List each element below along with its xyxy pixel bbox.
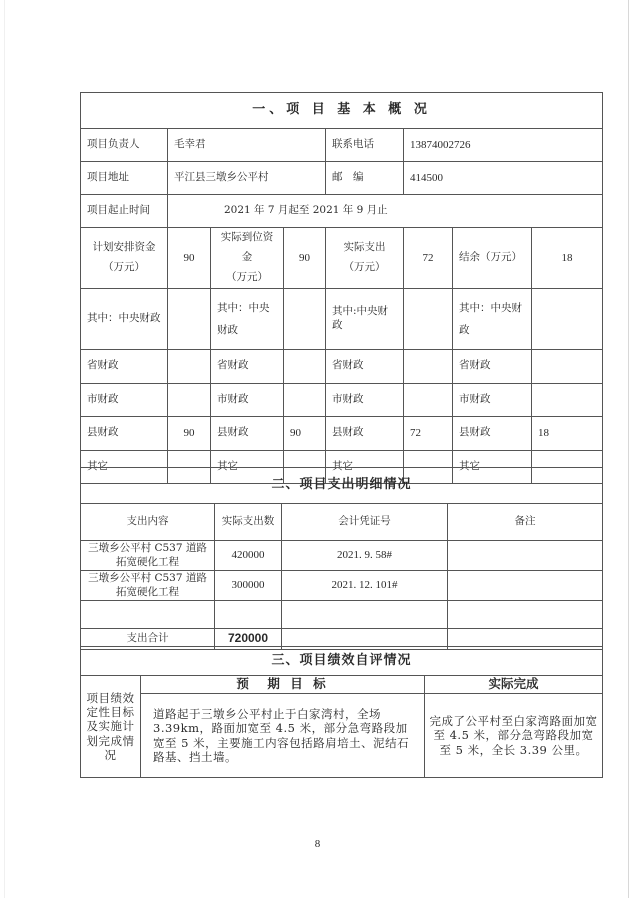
- period-value: 2021 年 7 月起至 2021 年 9 月止: [168, 195, 603, 228]
- city-value-2: [284, 383, 326, 416]
- central-label-2: 其中：中央财政: [211, 288, 284, 349]
- manager-label: 项目负责人: [81, 129, 168, 162]
- city-label-2: 市财政: [211, 383, 284, 416]
- page-number: 8: [314, 838, 321, 850]
- total-label: 支出合计: [81, 629, 215, 650]
- page-edge-right: [628, 0, 629, 898]
- expense-amount: 300000: [215, 571, 282, 601]
- province-value-1: [168, 349, 211, 383]
- county-value-3: 72: [404, 416, 453, 450]
- section2-title: 二、项目支出明细情况: [81, 468, 603, 504]
- total-value: 720000: [215, 629, 282, 650]
- performance-table: [80, 646, 603, 778]
- province-value-2: [284, 349, 326, 383]
- col-header-content: 支出内容: [81, 504, 215, 541]
- county-label-4: 县财政: [453, 416, 532, 450]
- address-label: 项目地址: [81, 162, 168, 195]
- province-label-3: 省财政: [326, 349, 404, 383]
- county-value-4: 18: [532, 416, 603, 450]
- expense-voucher: [282, 601, 448, 629]
- received-funds-label: 实际到位资金 （万元）: [211, 228, 284, 289]
- actual-expense-value: 72: [404, 228, 453, 289]
- col-header-note: 备注: [448, 504, 603, 541]
- county-label-1: 县财政: [81, 416, 168, 450]
- central-value-4: [532, 288, 603, 349]
- address-value: 平江县三墩乡公平村: [168, 162, 326, 195]
- received-funds-value: 90: [284, 228, 326, 289]
- county-value-2: 90: [284, 416, 326, 450]
- expense-note: [448, 541, 603, 571]
- expense-amount: [215, 601, 282, 629]
- expense-amount: 420000: [215, 541, 282, 571]
- other-label-3: 其它: [326, 450, 404, 483]
- postcode-label: 邮 编: [326, 162, 404, 195]
- expected-header: 预 期 目 标: [141, 676, 425, 694]
- central-label-4: 其中：中央财政: [453, 288, 532, 349]
- expense-content: 三墩乡公平村 C537 道路拓宽硬化工程: [81, 571, 215, 601]
- province-label-1: 省财政: [81, 349, 168, 383]
- postcode-value: 414500: [404, 162, 603, 195]
- table-row: [81, 601, 603, 629]
- col-header-amount: 实际支出数: [215, 504, 282, 541]
- city-value-4: [532, 383, 603, 416]
- table-row: [81, 571, 603, 601]
- phone-label: 联系电话: [326, 129, 404, 162]
- expense-content: 三墩乡公平村 C537 道路拓宽硬化工程: [81, 541, 215, 571]
- balance-value: 18: [532, 228, 603, 289]
- city-value-1: [168, 383, 211, 416]
- period-label: 项目起止时间: [81, 195, 168, 228]
- manager-value: 毛幸君: [168, 129, 326, 162]
- basic-info-table: [80, 92, 603, 484]
- expense-detail-table: [80, 467, 603, 650]
- performance-row-label: 项目绩效定性目标及实施计划完成情况: [81, 676, 141, 778]
- city-label-4: 市财政: [453, 383, 532, 416]
- central-value-2: [284, 288, 326, 349]
- province-label-4: 省财政: [453, 349, 532, 383]
- planned-funds-value: 90: [168, 228, 211, 289]
- actual-header: 实际完成: [425, 676, 603, 694]
- central-value-3: [404, 288, 453, 349]
- expense-note: [448, 571, 603, 601]
- section1-title: 一、项 目 基 本 概 况: [81, 93, 603, 129]
- expense-voucher: 2021. 12. 101#: [282, 571, 448, 601]
- actual-text: 完成了公平村至白家湾路面加宽至 4.5 米，部分急弯路段加宽至 5 米，全长 3.39 公里。: [425, 694, 603, 778]
- expense-note: [448, 601, 603, 629]
- other-label-1: 其它: [81, 450, 168, 483]
- province-value-4: [532, 349, 603, 383]
- col-header-voucher: 会计凭证号: [282, 504, 448, 541]
- county-value-1: 90: [168, 416, 211, 450]
- expense-content: [81, 601, 215, 629]
- county-label-2: 县财政: [211, 416, 284, 450]
- planned-funds-label: 计划安排资金 （万元）: [81, 228, 168, 289]
- central-label-1: 其中：中央财政: [81, 288, 168, 349]
- section3-title: 三、项目绩效自评情况: [81, 647, 603, 676]
- table-row: [81, 541, 603, 571]
- central-value-1: [168, 288, 211, 349]
- balance-label: 结余（万元）: [453, 228, 532, 289]
- county-label-3: 县财政: [326, 416, 404, 450]
- other-label-4: 其它: [453, 450, 532, 483]
- city-label-3: 市财政: [326, 383, 404, 416]
- page-edge-left: [4, 0, 5, 898]
- central-label-3: 其中:中央财政: [326, 288, 404, 349]
- province-label-2: 省财政: [211, 349, 284, 383]
- expense-voucher: 2021. 9. 58#: [282, 541, 448, 571]
- city-value-3: [404, 383, 453, 416]
- province-value-3: [404, 349, 453, 383]
- other-label-2: 其它: [211, 450, 284, 483]
- phone-value: 13874002726: [404, 129, 603, 162]
- actual-expense-label: 实际支出 （万元）: [326, 228, 404, 289]
- expected-text: 道路起于三墩乡公平村止于白家湾村，全场 3.39km，路面加宽至 4.5 米，部分急弯路段加宽至 5 米，主要施工内容包括路肩培土、泥结石路基、挡土墙。: [141, 694, 425, 778]
- city-label-1: 市财政: [81, 383, 168, 416]
